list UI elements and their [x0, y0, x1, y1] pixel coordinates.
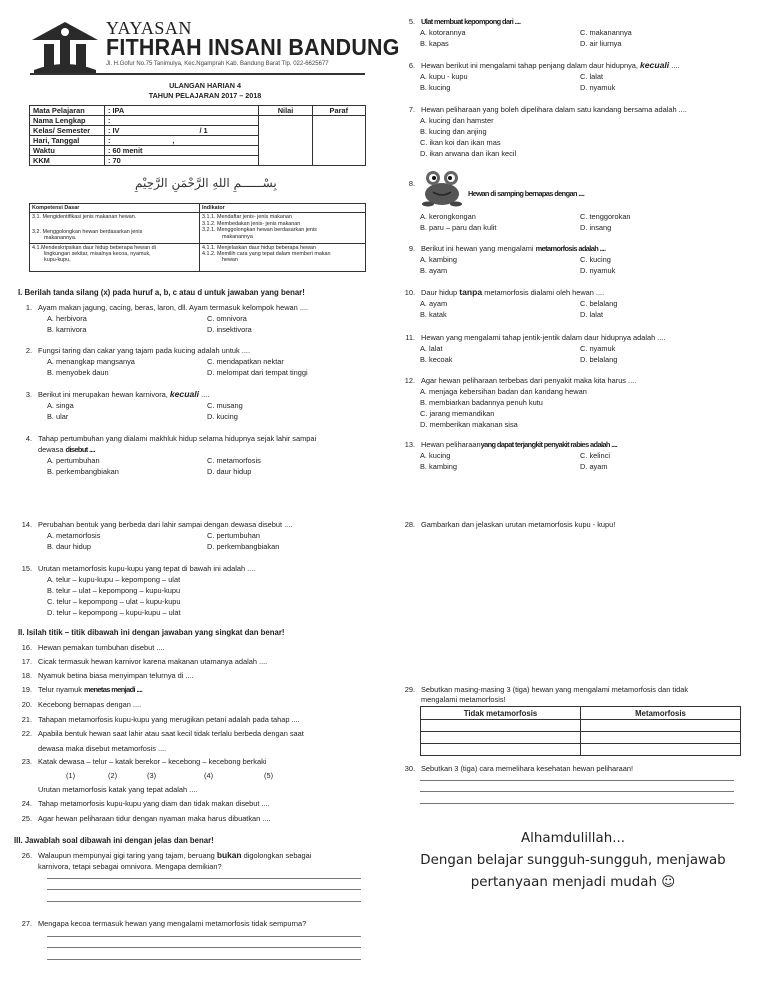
answer-cell[interactable]: [581, 732, 741, 744]
question-27: [10, 918, 365, 929]
question-number: 22.: [21, 729, 32, 738]
column-header-metamorphosis: Metamorfosis: [581, 707, 741, 720]
option-a[interactable]: A. pertumbuhan: [47, 456, 100, 465]
question-number: 16.: [21, 643, 32, 652]
question-text: Hewan peliharaan yang boleh dipelihara dalam satu kandang bersama adalah ....: [421, 105, 687, 114]
question-text: Ayam makan jagung, cacing, beras, laron, dll. Ayam termasuk kelompok hewan ....: [38, 303, 309, 312]
question-4: [10, 433, 365, 479]
option-d[interactable]: D. ikan arwana dan ikan kecil: [420, 149, 517, 158]
keyword-emphasis: tanpa: [459, 287, 483, 297]
question-text-cont: mengalami metamorfosis!: [421, 695, 506, 704]
question-number: 5.: [408, 17, 415, 26]
question-7: [393, 104, 753, 160]
option-b[interactable]: B. kucing: [420, 83, 451, 92]
time-value: : 60 menit: [104, 146, 258, 156]
option-a[interactable]: A. kambing: [420, 255, 457, 264]
option-b[interactable]: B. paru – paru dan kulit: [420, 223, 497, 232]
option-b[interactable]: B. telur – ulat – kepompong – kupu-kupu: [47, 586, 181, 595]
answer-line[interactable]: [47, 878, 361, 879]
option-a[interactable]: A. kucing: [420, 451, 451, 460]
question-number: 12.: [404, 376, 415, 385]
option-b[interactable]: B. kecoak: [420, 355, 453, 364]
question-number: 9.: [408, 244, 415, 253]
class-value: : IV: [107, 126, 120, 135]
question-number: 1.: [25, 303, 32, 312]
keyword-emphasis: yang dapat terjangkit penyakit rabies adalah ....: [480, 440, 618, 449]
question-text: Kecebong bernapas dengan ....: [38, 700, 142, 709]
option-c[interactable]: C. belalang: [580, 299, 618, 308]
option-b[interactable]: B. membiarkan badannya penuh kutu: [420, 398, 543, 407]
student-id-table: [29, 105, 366, 166]
question-text: Fungsi taring dan cakar yang tajam pada kucing adalah untuk ....: [38, 346, 250, 355]
indicator-line: 3.2.1. Menggolongkan hewan berdasarkan jenis: [202, 227, 317, 234]
question-number: 7.: [408, 105, 415, 114]
competency-line: lingkungan sekitar, misalnya kecoa, nyamuk,: [44, 251, 151, 258]
option-d[interactable]: D. air liurnya: [580, 39, 622, 48]
question-text: Sebutkan masing-masing 3 (tiga) hewan yang mengalami metamorfosis dan tidak: [421, 685, 689, 694]
question-number: 25.: [21, 814, 32, 823]
question-2: [10, 345, 365, 379]
signature-box[interactable]: [312, 116, 365, 166]
answer-cell[interactable]: [581, 744, 741, 756]
option-c[interactable]: C. ikan koi dan ikan mas: [420, 138, 501, 147]
option-b[interactable]: B. katak: [420, 310, 447, 319]
question-9: [393, 243, 753, 277]
option-c[interactable]: C. kucing: [580, 255, 611, 264]
indicator-header: Indikator: [200, 204, 366, 213]
question-text: Walaupun mempunyai gigi taring yang tajam, beruang: [38, 851, 215, 860]
option-a[interactable]: A. menangkap mangsanya: [47, 357, 135, 366]
question-text-cont: Urutan metamorfosis katak yang tepat adalah ....: [38, 785, 198, 794]
option-c[interactable]: C. tenggorokan: [580, 212, 631, 221]
question-text-cont: karnivora, tetapi sebagai omnivora. Mengapa demikian?: [38, 862, 222, 871]
question-text: Tahap metamorfosis kupu-kupu yang diam dan tidak makan disebut ....: [38, 799, 270, 808]
question-number: 29.: [404, 685, 415, 694]
question-text: Hewan berikut ini mengalami tahap penjang dalam daur hidupnya,: [421, 61, 638, 70]
kkm-value: : 70: [104, 156, 258, 166]
competency-line: 4.1.Mendeskripsikan daur hidup beberapa hewan di: [32, 244, 156, 251]
option-c[interactable]: C. telur – kepompong – ulat – kupu-kupu: [47, 597, 181, 606]
section-2-heading: II. Isilah titik – titik dibawah ini dengan jawaban yang singkat dan benar!: [18, 628, 285, 637]
signature-header: Paraf: [312, 106, 365, 116]
question-22: [10, 728, 365, 756]
option-c[interactable]: C. omnivora: [207, 314, 247, 323]
question-29: [393, 684, 753, 706]
option-d[interactable]: D. kucing: [207, 412, 238, 421]
answer-line[interactable]: [420, 791, 734, 792]
question-8-text: Hewan di samping bernapas dengan ....: [468, 189, 585, 198]
keyword-emphasis: disebut ....: [65, 445, 95, 454]
option-d[interactable]: D. ayam: [580, 462, 608, 471]
question-13: [393, 439, 753, 473]
answer-cell[interactable]: [421, 744, 581, 756]
question-23: [10, 756, 365, 796]
option-b[interactable]: B. karnivora: [47, 325, 87, 334]
indicator-cell: [200, 213, 366, 243]
question-text: Hewan peliharaan: [421, 440, 481, 449]
question-number: 2.: [25, 346, 32, 355]
question-number: 15.: [21, 564, 32, 573]
option-c[interactable]: C. pertumbuhan: [207, 531, 260, 540]
option-a[interactable]: A. kerongkongan: [420, 212, 476, 221]
subject-value: : IPA: [104, 106, 258, 116]
school-name: FITHRAH INSANI BANDUNG: [106, 34, 400, 60]
step-number-1: (1): [66, 771, 76, 780]
question-text: Mengapa kecoa termasuk hewan yang mengalami metamorfosis tidak sempurna?: [38, 919, 307, 928]
question-number: 11.: [405, 333, 415, 342]
school-address: Jl. H.Gofur No.75 Tanimulya, Kec.Ngamprah Kab. Bandung Barat Tlp. 022-6625677: [106, 61, 329, 67]
option-d[interactable]: D. insektivora: [207, 325, 252, 334]
question-number: 8.: [408, 179, 415, 188]
class-field[interactable]: [104, 126, 258, 136]
question-text: Agar hewan peliharaan tidur dengan nyaman maka harus dibuatkan ....: [38, 814, 271, 823]
competency-table: [29, 203, 366, 272]
score-box[interactable]: [259, 116, 312, 166]
question-text: Ulat membuat kepompong dari ....: [421, 17, 521, 26]
question-21: [10, 714, 365, 725]
question-text: Berikut ini merupakan hewan karnivora,: [38, 390, 168, 399]
option-b[interactable]: B. ular: [47, 412, 69, 421]
section-3-heading: III. Jawablah soal dibawah ini dengan jelas dan benar!: [14, 836, 214, 845]
option-c[interactable]: C. jarang memandikan: [420, 409, 495, 418]
indicator-line: 4.1.1. Menjelaskan daur hidup beberapa hewan: [202, 244, 316, 251]
time-label: Waktu: [30, 146, 105, 156]
option-a[interactable]: A. kotorannya: [420, 28, 466, 37]
step-number-4: (4): [204, 771, 214, 780]
option-d[interactable]: D. melompat dari tempat tinggi: [207, 368, 308, 377]
question-text: Perubahan bentuk yang berbeda dari lahir sampai dengan dewasa disebut ....: [38, 520, 293, 529]
question-number: 4.: [25, 434, 32, 443]
question-number: 24.: [21, 799, 32, 808]
question-number: 20.: [21, 700, 32, 709]
option-a[interactable]: A. metamorfosis: [47, 531, 101, 540]
option-d[interactable]: D. nyamuk: [580, 266, 616, 275]
step-number-3: (3): [147, 771, 157, 780]
answer-cell[interactable]: [421, 732, 581, 744]
question-number: 27.: [21, 919, 32, 928]
header-divider: [30, 73, 365, 75]
question-8-options: [393, 208, 753, 232]
option-d[interactable]: D. lalat: [580, 310, 604, 319]
school-logo: [30, 18, 100, 76]
score-header: Nilai: [259, 106, 312, 116]
option-d[interactable]: D. perkembangbiakan: [207, 542, 280, 551]
question-text-end: digolongkan sebagai: [243, 851, 312, 860]
option-d[interactable]: D. insang: [580, 223, 612, 232]
option-b[interactable]: B. kucing dan anjing: [420, 127, 487, 136]
answer-cell[interactable]: [581, 720, 741, 732]
closing-line-1: Alhamdulillah...: [521, 831, 625, 846]
question-text: Sebutkan 3 (tiga) cara memelihara kesehatan hewan peliharaan!: [421, 764, 633, 773]
question-number: 26.: [21, 851, 32, 860]
question-text: Agar hewan peliharaan terbebas dari penyakit maka kita harus ....: [421, 376, 637, 385]
option-c[interactable]: C. nyamuk: [580, 344, 616, 353]
answer-line[interactable]: [47, 936, 361, 937]
name-label: Nama Lengkap: [30, 116, 105, 126]
answer-line[interactable]: [420, 780, 734, 781]
date-comma: ,: [172, 136, 175, 145]
question-26: [10, 850, 365, 874]
option-a[interactable]: A. singa: [47, 401, 74, 410]
competency-line: kupu-kupu,: [44, 257, 71, 264]
question-text-cont: dewasa maka disebut metamorfosis ....: [38, 744, 167, 753]
kkm-label: KKM: [30, 156, 105, 166]
question-text-end: metamorfosis dialami oleh hewan ....: [484, 288, 605, 297]
question-30: [393, 763, 753, 774]
question-number: 28.: [404, 520, 415, 529]
option-d[interactable]: D. belalang: [580, 355, 618, 364]
question-number: 18.: [21, 671, 32, 680]
keyword-emphasis: menetas menjadi ....: [84, 685, 143, 694]
question-19: [10, 684, 365, 695]
date-label: Hari, Tanggal: [30, 136, 105, 146]
exam-title-line2: TAHUN PELAJARAN 2017 – 2018: [148, 91, 262, 100]
question-text: Daur hidup: [421, 288, 458, 297]
question-17: [10, 656, 365, 667]
competency-line: 3.1. Mengidentifikasi jenis makanan hewan.: [32, 214, 137, 221]
question-text: Apabila bentuk hewan saat lahir atau saat kecil tidak terlalu berbeda dengan saat: [38, 729, 304, 738]
question-text: Hewan pemakan tumbuhan disebut ....: [38, 643, 165, 652]
option-b[interactable]: B. kambing: [420, 462, 457, 471]
option-d[interactable]: D. daur hidup: [207, 467, 252, 476]
question-25: [10, 813, 365, 824]
indicator-line: 3.1.1. Mendaftar jenis- jenis makanan: [202, 214, 292, 221]
indicator-line: 4.1.2. Memilih cara yang tepat dalam memberi makan: [202, 251, 331, 258]
competency-cell: [30, 213, 200, 243]
option-c[interactable]: C. makanannya: [580, 28, 632, 37]
subject-label: Mata Pelajaran: [30, 106, 105, 116]
question-text: Hewan yang mengalami tahap jentik-jentik dalam daur hidupnya adalah ....: [421, 333, 666, 342]
question-15: [10, 563, 365, 619]
question-text-cont: dewasa: [38, 445, 64, 454]
question-number: 13.: [404, 440, 415, 449]
question-6: [393, 60, 753, 94]
question-text: Tahap pertumbuhan yang dialami makhluk hidup selama hidupnya sejak lahir sampai: [38, 434, 317, 443]
indicator-line: makanannya: [222, 233, 253, 240]
step-number-2: (2): [108, 771, 118, 780]
option-d[interactable]: D. memberikan makanan sisa: [420, 420, 518, 429]
option-c[interactable]: C. lalat: [580, 72, 604, 81]
question-20: [10, 699, 365, 710]
semester-value: / 1: [199, 126, 208, 135]
question-number: 3.: [25, 390, 32, 399]
answer-line[interactable]: [47, 947, 361, 948]
closing-line-3: pertanyaan menjadi mudah ☺: [470, 875, 676, 890]
option-b[interactable]: B. perkembangbiakan: [47, 467, 119, 476]
indicator-cell: [200, 243, 366, 271]
option-a[interactable]: A. kucing dan hamster: [420, 116, 494, 125]
question-5: [393, 16, 753, 50]
option-b[interactable]: B. menyobek daun: [47, 368, 109, 377]
answer-cell[interactable]: [421, 720, 581, 732]
option-c[interactable]: C. metamorfosis: [207, 456, 261, 465]
foundation-label: YAYASAN: [106, 18, 192, 38]
answer-line[interactable]: [420, 803, 734, 804]
question-number: 21.: [21, 715, 32, 724]
indicator-line: 3.1.2. Membedakan jenis- jenis makanan: [202, 220, 301, 227]
answer-line[interactable]: [47, 901, 361, 902]
option-c[interactable]: C. kelinci: [580, 451, 610, 460]
answer-line[interactable]: [47, 959, 361, 960]
step-number-5: (5): [264, 771, 274, 780]
option-a[interactable]: A. telur – kupu-kupu – kepompong – ulat: [47, 575, 181, 584]
question-text: Telur nyamuk: [38, 685, 82, 694]
question-text-end: ....: [671, 61, 680, 70]
question-text: Gambarkan dan jelaskan urutan metamorfosis kupu - kupu!: [421, 520, 616, 529]
section-1-heading: I. Berilah tanda silang (x) pada huruf a, b, c atau d untuk jawaban yang benar!: [18, 288, 305, 297]
keyword-emphasis: kecuali: [640, 60, 670, 70]
question-text: Cicak termasuk hewan karnivor karena makanan utamanya adalah ....: [38, 657, 268, 666]
question-number: 19.: [21, 685, 32, 694]
option-c[interactable]: C. mendapatkan nektar: [207, 357, 284, 366]
option-b[interactable]: B. ayam: [420, 266, 448, 275]
question-number: 10.: [404, 288, 415, 297]
answer-line[interactable]: [47, 889, 361, 890]
option-d[interactable]: D. telur – kepompong – kupu-kupu – ulat: [47, 608, 181, 617]
option-a[interactable]: A. lalat: [420, 344, 443, 353]
question-number: 14.: [21, 520, 32, 529]
competency-line: makanannya.: [44, 235, 77, 242]
question-text: Urutan metamorfosis kupu-kupu yang tepat di bawah ini adalah ....: [38, 564, 256, 573]
question-1: [10, 302, 365, 336]
question-number: 30.: [404, 764, 415, 773]
exam-title: [90, 81, 320, 101]
question-11: [393, 332, 753, 366]
metamorphosis-answer-table: [420, 706, 741, 756]
question-12: [393, 375, 753, 431]
question-number: 17.: [21, 657, 32, 666]
option-c[interactable]: C. musang: [207, 401, 243, 410]
question-16: [10, 642, 365, 653]
column-header-no-metamorphosis: Tidak metamorfosis: [421, 707, 581, 720]
class-label: Kelas/ Semester: [30, 126, 105, 136]
question-text: Katak dewasa – telur – katak berekor – kecebong – kecebong berkaki: [38, 757, 267, 766]
question-3: [10, 389, 365, 423]
question-text: Berikut ini hewan yang mengalami: [421, 244, 534, 253]
question-14: [10, 519, 365, 553]
question-24: [10, 798, 365, 809]
option-a[interactable]: A. kupu - kupu: [420, 72, 468, 81]
competency-header: Kompetensi Dasar: [30, 204, 200, 213]
keyword-emphasis: kecuali: [169, 389, 200, 399]
option-a[interactable]: A. menjaga kebersihan badan dan kandang hewan: [420, 387, 587, 396]
indicator-line: hewan: [222, 257, 238, 264]
competency-line: 3.2. Menggolongkan hewan berdasarkan jenis: [32, 228, 143, 235]
closing-line-2: Dengan belajar sungguh-sungguh, menjawab: [420, 853, 726, 868]
keyword-emphasis: metamorfosis adalah ....: [535, 244, 606, 253]
option-a[interactable]: A. ayam: [420, 299, 448, 308]
question-text: Tahapan metamorfosis kupu-kupu yang merugikan petani adalah pada tahap ....: [38, 715, 300, 724]
competency-cell: [30, 243, 200, 271]
date-value: :: [107, 136, 111, 145]
date-field[interactable]: [104, 136, 258, 146]
keyword-emphasis: bukan: [216, 850, 242, 860]
option-a[interactable]: A. herbivora: [47, 314, 87, 323]
option-b[interactable]: B. daur hidup: [47, 542, 91, 551]
option-d[interactable]: D. nyamuk: [580, 83, 616, 92]
option-b[interactable]: B. kapas: [420, 39, 449, 48]
closing-message: [405, 828, 741, 894]
basmala-calligraphy: بِسْــــــمِ اللهِ الرَّحْمَنِ الرَّحِيْمِ: [135, 176, 277, 190]
question-18: [10, 670, 365, 681]
question-number: 6.: [408, 61, 415, 70]
question-28: [393, 519, 753, 530]
name-field[interactable]: :: [104, 116, 258, 126]
question-number: 23.: [21, 757, 32, 766]
question-10: [393, 287, 753, 321]
question-text: Nyamuk betina biasa menyimpan telurnya di ....: [38, 671, 194, 680]
question-text-end: ....: [201, 390, 210, 399]
exam-title-line1: ULANGAN HARIAN 4: [169, 81, 241, 90]
